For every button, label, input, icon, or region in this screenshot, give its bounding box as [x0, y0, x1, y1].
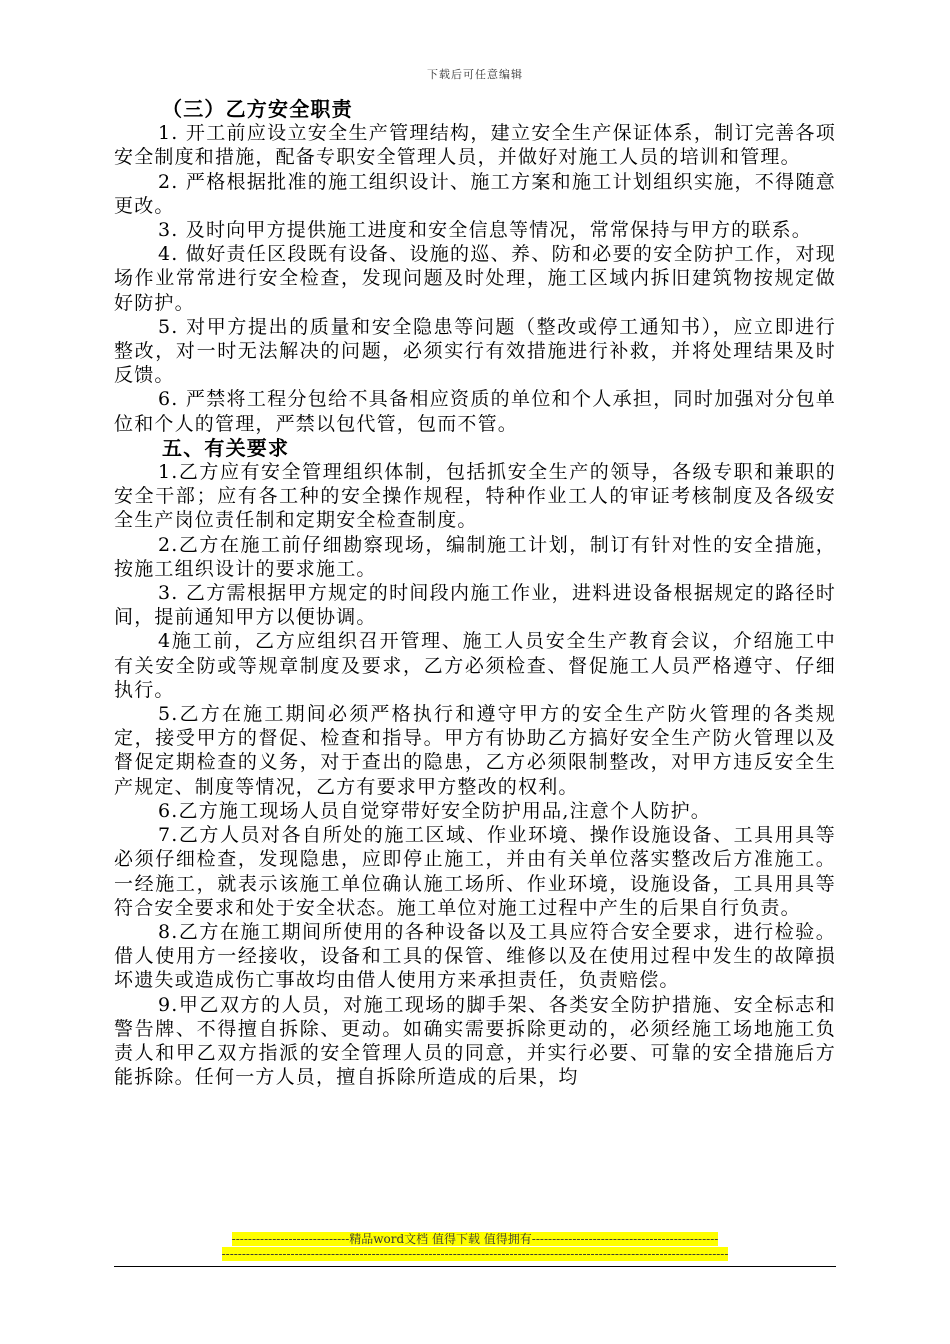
header-note: 下载后可任意编辑	[427, 68, 523, 81]
section-3-item-4: 4. 做好责任区段既有设备、设施的巡、养、防和必要的安全防护工作，对现场作业常常进行安全检查，发现问题及时处理，施工区域内拆旧建筑物按规定做好防护。	[114, 243, 836, 314]
section-5-item-5: 5.乙方在施工期间必须严格执行和遵守甲方的安全生产防火管理的各类规定，接受甲方的督促、检查和指导。甲方有协助乙方搞好安全生产防火管理以及督促定期检查的义务，对于查出的隐患，乙方必须限制整改，对甲方违反安全生产规定、制度等情况，乙方有要求甲方整改的权利。	[114, 703, 836, 798]
document-body	[114, 97, 836, 1089]
section-5-item-8: 8.乙方在施工期间所使用的各种设备以及工具应符合安全要求，进行检验。借人使用方一经接收，设备和工具的保管、维修以及在使用过程中发生的故障损坏遗失或造成伤亡事故均由借人使用方来承担责任，负责赔偿。	[114, 920, 836, 992]
section-5-item-9: 9.甲乙双方的人员，对施工现场的脚手架、各类安全防护措施、安全标志和警告牌、不得擅自拆除、更动。如确实需要拆除更动的，必须经施工场地施工负责人和甲乙双方指派的安全管理人员的同意，并实行必要、可靠的安全措施后方能拆除。任何一方人员，擅自拆除所造成的后果，均	[114, 993, 836, 1089]
footer-line-1: -----------------------------精品word文档 值得下载 值得拥有----------------------------------------------	[231, 1232, 719, 1246]
section-5-item-2: 2.乙方在施工前仔细勘察现场，编制施工计划，制订有针对性的安全措施，按施工组织设计的要求施工。	[114, 533, 836, 580]
section-5-item-4: 4施工前，乙方应组织召开管理、施工人员安全生产教育会议，介绍施工中有关安全防或等规章制度及要求，乙方必须检查、督促施工人员严格遵守、仔细执行。	[114, 630, 836, 701]
section-5-item-6: 6.乙方施工现场人员自觉穿带好安全防护用品,注意个人防护。	[158, 799, 711, 822]
section-3-item-2: 2. 严格根据批准的施工组织设计、施工方案和施工计划组织实施，不得随意更改。	[114, 170, 836, 217]
footer-banner-dashes	[0, 1247, 950, 1262]
section-3-item-1: 1. 开工前应设立安全生产管理结构，建立安全生产保证体系，制订完善各项安全制度和措施，配备专职安全管理人员，并做好对施工人员的培训和管理。	[114, 122, 836, 169]
section-3-title: （三）乙方安全职责	[162, 97, 353, 121]
section-3-item-5: 5. 对甲方提出的质量和安全隐患等问题（整改或停工通知书），应立即进行整改，对一时无法解决的问题，必须实行有效措施进行补救，并将处理结果及时反馈。	[114, 315, 836, 387]
section-3-item-3: 3. 及时向甲方提供施工进度和安全信息等情况，常常保持与甲方的联系。	[158, 219, 812, 242]
section-3-item-6: 6. 严禁将工程分包给不具备相应资质的单位和个人承担，同时加强对分包单位和个人的管理，严禁以包代管，包而不管。	[114, 388, 836, 435]
section-5-title: 五、有关要求	[162, 435, 290, 460]
section-5-item-3: 3. 乙方需根据甲方规定的时间段内施工作业，进料进设备根据规定的路径时间，提前通知甲方以便协调。	[114, 582, 836, 629]
footer-line-2: -----------------------------------------------------------------------------------------------------------------------------	[221, 1247, 729, 1261]
section-5-item-7: 7.乙方人员对各自所处的施工区域、作业环境、操作设施设备、工具用具等必须仔细检查，发现隐患，应即停止施工，并由有关单位落实整改后方准施工。一经施工，就表示该施工单位确认施工场所、作业环境，设施设备，工具用具等符合安全要求和处于安全状态。施工单位对施工过程中产生的后果自行负责。	[114, 824, 836, 919]
section-5-item-1: 1.乙方应有安全管理组织体制，包括抓安全生产的领导，各级专职和兼职的安全干部；应有各工种的安全操作规程，特种作业工人的审证考核制度及各级安全生产岗位责任制和定期安全检查制度。	[114, 461, 836, 532]
footer-divider	[114, 1266, 836, 1267]
footer-banner	[0, 1232, 950, 1247]
